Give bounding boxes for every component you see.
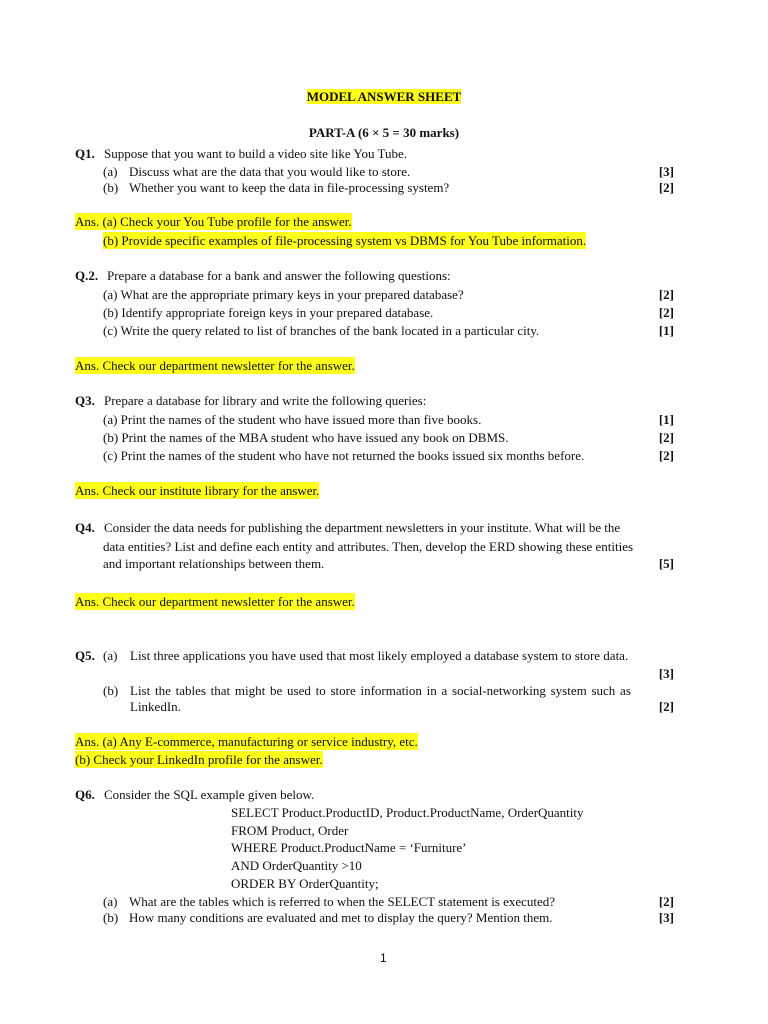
q2-c-text: (c) Write the query related to list of branches of the bank located in a particular city. bbox=[103, 323, 540, 338]
q5-b-text-1: List the tables that might be used to store information in a social-networking system such as bbox=[130, 683, 631, 698]
q6-b-label: (b) bbox=[103, 910, 119, 925]
q4-answer: Ans. Check our department newsletter for the answer. bbox=[75, 594, 355, 609]
sql-line-5: ORDER BY OrderQuantity; bbox=[231, 876, 379, 891]
q1-a-text: Discuss what are the data that you would like to store. bbox=[129, 164, 411, 179]
q6-stem: Consider the SQL example given below. bbox=[104, 787, 315, 802]
q1-answer-a: Ans. (a) Check your You Tube profile for the answer. bbox=[75, 214, 352, 229]
q3-c-mark: [2] bbox=[658, 448, 674, 463]
q3-b-text: (b) Print the names of the MBA student who have issued any book on DBMS. bbox=[103, 430, 509, 445]
q2-stem: Prepare a database for a bank and answer the following questions: bbox=[107, 268, 451, 283]
title-text: MODEL ANSWER SHEET bbox=[306, 89, 462, 104]
q6-a-mark: [2] bbox=[658, 894, 674, 909]
q3-a-mark: [1] bbox=[658, 412, 674, 427]
q5-b-mark: [2] bbox=[658, 699, 674, 714]
part-heading: PART-A (6 × 5 = 30 marks) bbox=[308, 125, 460, 140]
q1-a-mark: [3] bbox=[658, 164, 674, 179]
q6-number: Q6. bbox=[75, 787, 95, 802]
q1-number: Q1. bbox=[75, 146, 95, 161]
q2-a-mark: [2] bbox=[658, 287, 674, 302]
q4-line-3: and important relationships between them. bbox=[103, 556, 325, 571]
q6-a-label: (a) bbox=[103, 894, 118, 909]
q6-b-mark: [3] bbox=[658, 910, 674, 925]
page-title bbox=[0, 88, 768, 105]
q5-b-label: (b) bbox=[103, 683, 119, 698]
q3-stem: Prepare a database for library and write the following queries: bbox=[104, 393, 427, 408]
q2-number: Q.2. bbox=[75, 268, 99, 283]
q2-b-mark: [2] bbox=[658, 305, 674, 320]
q3-b-mark: [2] bbox=[658, 430, 674, 445]
q3-answer: Ans. Check our institute library for the answer. bbox=[75, 483, 320, 498]
q4-number: Q4. bbox=[75, 520, 95, 535]
sql-line-3: WHERE Product.ProductName = ‘Furniture’ bbox=[231, 840, 467, 855]
sql-line-1: SELECT Product.ProductID, Product.ProductName, OrderQuantity bbox=[231, 805, 584, 820]
q1-answer-b: (b) Provide specific examples of file-processing system vs DBMS for You Tube information. bbox=[103, 233, 587, 248]
q1-b-label: (b) bbox=[103, 180, 119, 195]
q3-number: Q3. bbox=[75, 393, 95, 408]
q2-c-mark: [1] bbox=[658, 323, 674, 338]
q5-answer-b: (b) Check your LinkedIn profile for the answer. bbox=[75, 752, 323, 767]
q2-answer: Ans. Check our department newsletter for the answer. bbox=[75, 358, 355, 373]
q1-b-text: Whether you want to keep the data in file-processing system? bbox=[129, 180, 450, 195]
q5-number: Q5. bbox=[75, 648, 95, 663]
sql-line-4: AND OrderQuantity >10 bbox=[231, 858, 362, 873]
q5-b-text-2: LinkedIn. bbox=[130, 699, 181, 714]
q6-b-text: How many conditions are evaluated and met to display the query? Mention them. bbox=[129, 910, 553, 925]
q1-b-mark: [2] bbox=[658, 180, 674, 195]
sql-line-2: FROM Product, Order bbox=[231, 823, 349, 838]
q4-line-1: Consider the data needs for publishing the department newsletters in your institute. What will be the bbox=[104, 520, 621, 535]
q6-a-text: What are the tables which is referred to when the SELECT statement is executed? bbox=[129, 894, 556, 909]
q1-stem: Suppose that you want to build a video site like You Tube. bbox=[104, 146, 407, 161]
q1-a-label: (a) bbox=[103, 164, 118, 179]
q4-mark: [5] bbox=[658, 556, 674, 571]
q5-a-text: List three applications you have used that most likely employed a database system to store data. bbox=[130, 648, 629, 663]
q2-b-text: (b) Identify appropriate foreign keys in your prepared database. bbox=[103, 305, 434, 320]
q2-a-text: (a) What are the appropriate primary keys in your prepared database? bbox=[103, 287, 464, 302]
q3-a-text: (a) Print the names of the student who have issued more than five books. bbox=[103, 412, 482, 427]
q5-a-label: (a) bbox=[103, 648, 118, 663]
q4-line-2: data entities? List and define each entity and attributes. Then, develop the ERD showing these entities bbox=[103, 539, 634, 554]
q5-a-mark: [3] bbox=[658, 666, 674, 681]
q5-answer-a: Ans. (a) Any E-commerce, manufacturing or service industry, etc. bbox=[75, 734, 418, 749]
q3-c-text: (c) Print the names of the student who have not returned the books issued six months before. bbox=[103, 448, 585, 463]
page-number: 1 bbox=[380, 951, 387, 965]
